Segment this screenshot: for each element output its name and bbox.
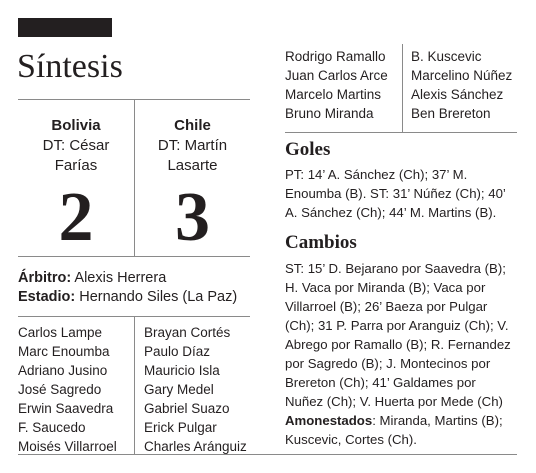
away-lineup-part1 (144, 323, 247, 456)
player-name: José Sagredo (18, 382, 102, 397)
player-name: Erwin Saavedra (18, 401, 114, 416)
divider-score (18, 256, 250, 257)
away-coach-line: Lasarte (167, 157, 218, 174)
text-line: Nuñez (Ch); V. Huerta por Mede (Ch) (285, 394, 503, 409)
changes-title: Cambios (285, 232, 357, 253)
goals-title: Goles (285, 139, 331, 160)
home-team-name: Bolivia (51, 117, 101, 134)
divider-players-cont (402, 44, 403, 132)
player-name: B. Kuscevic (411, 49, 482, 64)
player-name: Gary Medel (144, 382, 214, 397)
away-team-name: Chile (174, 117, 211, 134)
player-name: Juan Carlos Arce (285, 68, 388, 83)
stadium-line (18, 288, 237, 307)
away-coach-line: DT: Martín (157, 137, 228, 154)
referee-label: Árbitro: (18, 270, 72, 286)
player-name: Mauricio Isla (144, 363, 220, 378)
away-score: 3 (175, 179, 210, 256)
divider-right-top (285, 132, 517, 133)
home-score: 2 (58, 179, 94, 256)
text-line: por Sagredo (B); J. Montecinos por (285, 356, 491, 371)
player-name: Gabriel Suazo (144, 401, 230, 416)
player-name: Brayan Cortés (144, 325, 231, 340)
goals-text (285, 165, 517, 222)
text-line: Villarroel (B); 26’ Baeza por Pulgar (285, 299, 488, 314)
player-name: Charles Aránguiz (144, 439, 247, 454)
home-team (18, 116, 134, 176)
stadium-name: Hernando Siles (La Paz) (75, 289, 238, 305)
text-line: (Ch); 31 P. Parra por Aranguiz (Ch); V. (285, 318, 509, 333)
divider-bottom (18, 454, 517, 455)
player-name: Carlos Lampe (18, 325, 103, 340)
home-coach-line: DT: César (42, 137, 110, 154)
home-coach-line: Farías (54, 157, 98, 174)
bookings-line (285, 411, 517, 430)
text-line: Abrego por Ramallo (B); R. Fernandez (285, 337, 511, 352)
player-name: Erick Pulgar (144, 420, 217, 435)
bookings-label: Amonestados (285, 413, 373, 428)
referee-name: Alexis Herrera (71, 270, 167, 286)
text-line: A. Sánchez (Ch); 44’ M. Martins (B). (285, 205, 497, 220)
away-lineup-part2 (411, 47, 512, 123)
home-lineup-part1 (18, 323, 117, 456)
page-title: Síntesis (17, 48, 123, 85)
text-line: Brereton (Ch); 41’ Galdames por (285, 375, 476, 390)
header-bar (18, 18, 112, 37)
player-name: Paulo Díaz (144, 344, 211, 359)
player-name: Alexis Sánchez (411, 87, 504, 102)
text-line: PT: 14’ A. Sánchez (Ch); 37’ M. (285, 167, 468, 182)
player-name: Marcelo Martins (285, 87, 382, 102)
player-name: Rodrigo Ramallo (285, 49, 386, 64)
text-line: ST: 15’ D. Bejarano por Saavedra (B); (285, 261, 506, 276)
player-name: Bruno Miranda (285, 106, 374, 121)
player-name: Moisés Villarroel (18, 439, 117, 454)
player-name: Marc Enoumba (18, 344, 110, 359)
away-team (135, 116, 250, 176)
text-line: Enoumba (B). ST: 31’ Núñez (Ch); 40’ (285, 186, 506, 201)
referee-line (18, 269, 166, 288)
player-name: F. Saucedo (18, 420, 86, 435)
player-name: Ben Brereton (411, 106, 491, 121)
home-lineup-part2 (285, 47, 388, 123)
text-line: Kuscevic, Cortes (Ch). (285, 432, 417, 447)
text-line: H. Vaca por Miranda (B); Vaca por (285, 280, 486, 295)
player-name: Marcelino Núñez (411, 68, 513, 83)
changes-text (285, 259, 517, 449)
stadium-label: Estadio: (18, 289, 76, 305)
bookings-text: : Miranda, Martins (B); (372, 413, 503, 428)
divider-players (134, 317, 135, 454)
player-name: Adriano Jusino (18, 363, 108, 378)
